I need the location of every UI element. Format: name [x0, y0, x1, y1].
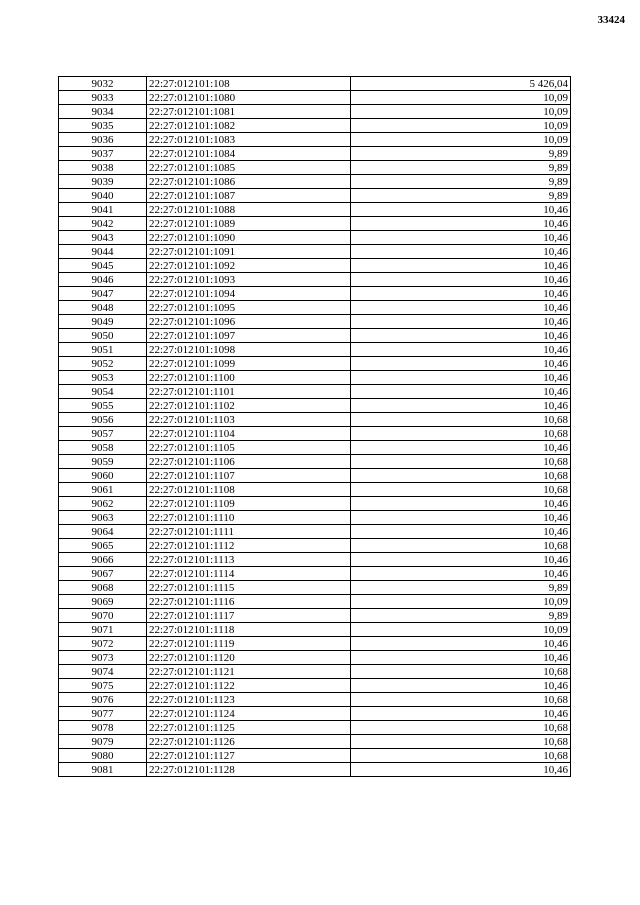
value-cell: 9,89: [351, 175, 571, 189]
table-row: [59, 301, 571, 315]
value-cell: 10,46: [351, 231, 571, 245]
value-cell: 10,46: [351, 651, 571, 665]
value-cell: 10,46: [351, 329, 571, 343]
table-row: [59, 497, 571, 511]
row-number-cell: 9037: [59, 147, 147, 161]
cadastral-number-cell: 22:27:012101:1120: [147, 651, 351, 665]
row-number-cell: 9067: [59, 567, 147, 581]
row-number-cell: 9072: [59, 637, 147, 651]
value-cell: 10,68: [351, 483, 571, 497]
table-row: [59, 203, 571, 217]
table-row: [59, 273, 571, 287]
cadastral-number-cell: 22:27:012101:108: [147, 77, 351, 91]
row-number-cell: 9033: [59, 91, 147, 105]
table-row: [59, 525, 571, 539]
value-cell: 9,89: [351, 189, 571, 203]
row-number-cell: 9054: [59, 385, 147, 399]
table-row: [59, 539, 571, 553]
row-number-cell: 9038: [59, 161, 147, 175]
row-number-cell: 9040: [59, 189, 147, 203]
value-cell: 10,09: [351, 595, 571, 609]
value-cell: 10,46: [351, 441, 571, 455]
value-cell: 10,46: [351, 525, 571, 539]
cadastral-number-cell: 22:27:012101:1084: [147, 147, 351, 161]
cadastral-number-cell: 22:27:012101:1106: [147, 455, 351, 469]
value-cell: 10,46: [351, 497, 571, 511]
cadastral-number-cell: 22:27:012101:1105: [147, 441, 351, 455]
value-cell: 10,68: [351, 427, 571, 441]
cadastral-number-cell: 22:27:012101:1108: [147, 483, 351, 497]
value-cell: 5 426,04: [351, 77, 571, 91]
value-cell: 10,46: [351, 707, 571, 721]
row-number-cell: 9057: [59, 427, 147, 441]
table-row: [59, 329, 571, 343]
cadastral-number-cell: 22:27:012101:1126: [147, 735, 351, 749]
value-cell: 9,89: [351, 609, 571, 623]
row-number-cell: 9042: [59, 217, 147, 231]
table-row: [59, 217, 571, 231]
cadastral-number-cell: 22:27:012101:1086: [147, 175, 351, 189]
table-row: [59, 441, 571, 455]
value-cell: 10,46: [351, 385, 571, 399]
value-cell: 10,09: [351, 91, 571, 105]
value-cell: 10,46: [351, 567, 571, 581]
table-row: [59, 245, 571, 259]
value-cell: 10,46: [351, 315, 571, 329]
row-number-cell: 9061: [59, 483, 147, 497]
table-row: [59, 553, 571, 567]
cadastral-number-cell: 22:27:012101:1087: [147, 189, 351, 203]
cadastral-number-cell: 22:27:012101:1122: [147, 679, 351, 693]
value-cell: 10,68: [351, 469, 571, 483]
cadastral-number-cell: 22:27:012101:1095: [147, 301, 351, 315]
row-number-cell: 9075: [59, 679, 147, 693]
table-row: [59, 413, 571, 427]
table-row: [59, 343, 571, 357]
row-number-cell: 9069: [59, 595, 147, 609]
row-number-cell: 9032: [59, 77, 147, 91]
row-number-cell: 9035: [59, 119, 147, 133]
table-row: [59, 735, 571, 749]
value-cell: 10,46: [351, 399, 571, 413]
value-cell: 10,09: [351, 119, 571, 133]
row-number-cell: 9051: [59, 343, 147, 357]
table-row: [59, 385, 571, 399]
row-number-cell: 9066: [59, 553, 147, 567]
cadastral-number-cell: 22:27:012101:1081: [147, 105, 351, 119]
row-number-cell: 9079: [59, 735, 147, 749]
table-row: [59, 287, 571, 301]
cadastral-number-cell: 22:27:012101:1125: [147, 721, 351, 735]
value-cell: 10,68: [351, 665, 571, 679]
row-number-cell: 9063: [59, 511, 147, 525]
cadastral-number-cell: 22:27:012101:1100: [147, 371, 351, 385]
value-cell: 10,46: [351, 259, 571, 273]
cadastral-number-cell: 22:27:012101:1123: [147, 693, 351, 707]
table-row: [59, 371, 571, 385]
cadastral-number-cell: 22:27:012101:1113: [147, 553, 351, 567]
table-row: [59, 763, 571, 777]
value-cell: 10,68: [351, 539, 571, 553]
value-cell: 10,68: [351, 735, 571, 749]
cadastral-number-cell: 22:27:012101:1099: [147, 357, 351, 371]
table-row: [59, 147, 571, 161]
value-cell: 10,46: [351, 553, 571, 567]
page-number: 33424: [597, 14, 625, 26]
value-cell: 10,46: [351, 637, 571, 651]
table-row: [59, 315, 571, 329]
row-number-cell: 9045: [59, 259, 147, 273]
value-cell: 10,46: [351, 763, 571, 777]
row-number-cell: 9060: [59, 469, 147, 483]
row-number-cell: 9064: [59, 525, 147, 539]
value-cell: 10,46: [351, 245, 571, 259]
row-number-cell: 9059: [59, 455, 147, 469]
row-number-cell: 9073: [59, 651, 147, 665]
value-cell: 10,68: [351, 693, 571, 707]
value-cell: 10,46: [351, 273, 571, 287]
cadastral-number-cell: 22:27:012101:1118: [147, 623, 351, 637]
cadastral-number-cell: 22:27:012101:1094: [147, 287, 351, 301]
cadastral-number-cell: 22:27:012101:1091: [147, 245, 351, 259]
value-cell: 10,46: [351, 217, 571, 231]
cadastral-number-cell: 22:27:012101:1111: [147, 525, 351, 539]
row-number-cell: 9077: [59, 707, 147, 721]
row-number-cell: 9076: [59, 693, 147, 707]
table-row: [59, 231, 571, 245]
value-cell: 10,46: [351, 371, 571, 385]
table-row: [59, 119, 571, 133]
cadastral-number-cell: 22:27:012101:1128: [147, 763, 351, 777]
table-row: [59, 259, 571, 273]
table-row: [59, 609, 571, 623]
value-cell: 10,68: [351, 721, 571, 735]
row-number-cell: 9056: [59, 413, 147, 427]
table-row: [59, 133, 571, 147]
value-cell: 10,46: [351, 511, 571, 525]
table-row: [59, 427, 571, 441]
row-number-cell: 9047: [59, 287, 147, 301]
cadastral-number-cell: 22:27:012101:1115: [147, 581, 351, 595]
table-row: [59, 483, 571, 497]
cadastral-number-cell: 22:27:012101:1110: [147, 511, 351, 525]
cadastral-number-cell: 22:27:012101:1121: [147, 665, 351, 679]
row-number-cell: 9046: [59, 273, 147, 287]
cadastral-number-cell: 22:27:012101:1102: [147, 399, 351, 413]
row-number-cell: 9078: [59, 721, 147, 735]
table-row: [59, 91, 571, 105]
row-number-cell: 9055: [59, 399, 147, 413]
row-number-cell: 9041: [59, 203, 147, 217]
table-row: [59, 567, 571, 581]
cadastral-number-cell: 22:27:012101:1109: [147, 497, 351, 511]
row-number-cell: 9034: [59, 105, 147, 119]
row-number-cell: 9065: [59, 539, 147, 553]
table-row: [59, 77, 571, 91]
value-cell: 10,46: [351, 343, 571, 357]
cadastral-number-cell: 22:27:012101:1092: [147, 259, 351, 273]
row-number-cell: 9043: [59, 231, 147, 245]
value-cell: 10,46: [351, 357, 571, 371]
cadastral-number-cell: 22:27:012101:1112: [147, 539, 351, 553]
table-row: [59, 511, 571, 525]
row-number-cell: 9052: [59, 357, 147, 371]
row-number-cell: 9062: [59, 497, 147, 511]
cadastral-number-cell: 22:27:012101:1096: [147, 315, 351, 329]
table-row: [59, 679, 571, 693]
table-row: [59, 623, 571, 637]
value-cell: 10,46: [351, 287, 571, 301]
cadastral-number-cell: 22:27:012101:1088: [147, 203, 351, 217]
table-row: [59, 175, 571, 189]
row-number-cell: 9050: [59, 329, 147, 343]
table-row: [59, 707, 571, 721]
value-cell: 10,68: [351, 749, 571, 763]
cadastral-number-cell: 22:27:012101:1082: [147, 119, 351, 133]
value-cell: 10,46: [351, 301, 571, 315]
cadastral-number-cell: 22:27:012101:1101: [147, 385, 351, 399]
cadastral-number-cell: 22:27:012101:1089: [147, 217, 351, 231]
table-row: [59, 637, 571, 651]
cadastral-number-cell: 22:27:012101:1117: [147, 609, 351, 623]
row-number-cell: 9053: [59, 371, 147, 385]
table-row: [59, 693, 571, 707]
row-number-cell: 9081: [59, 763, 147, 777]
table-row: [59, 651, 571, 665]
table-row: [59, 721, 571, 735]
row-number-cell: 9049: [59, 315, 147, 329]
cadastral-number-cell: 22:27:012101:1097: [147, 329, 351, 343]
table-row: [59, 161, 571, 175]
row-number-cell: 9068: [59, 581, 147, 595]
cadastral-number-cell: 22:27:012101:1124: [147, 707, 351, 721]
cadastral-number-cell: 22:27:012101:1104: [147, 427, 351, 441]
table-row: [59, 581, 571, 595]
cadastral-number-cell: 22:27:012101:1085: [147, 161, 351, 175]
data-table: [58, 76, 571, 777]
cadastral-number-cell: 22:27:012101:1080: [147, 91, 351, 105]
cadastral-number-cell: 22:27:012101:1114: [147, 567, 351, 581]
table-row: [59, 665, 571, 679]
row-number-cell: 9071: [59, 623, 147, 637]
value-cell: 10,68: [351, 455, 571, 469]
table-row: [59, 399, 571, 413]
row-number-cell: 9070: [59, 609, 147, 623]
value-cell: 10,46: [351, 679, 571, 693]
cadastral-number-cell: 22:27:012101:1116: [147, 595, 351, 609]
cadastral-number-cell: 22:27:012101:1107: [147, 469, 351, 483]
table-row: [59, 189, 571, 203]
cadastral-number-cell: 22:27:012101:1119: [147, 637, 351, 651]
value-cell: 9,89: [351, 581, 571, 595]
cadastral-number-cell: 22:27:012101:1093: [147, 273, 351, 287]
row-number-cell: 9044: [59, 245, 147, 259]
row-number-cell: 9080: [59, 749, 147, 763]
cadastral-number-cell: 22:27:012101:1083: [147, 133, 351, 147]
value-cell: 9,89: [351, 147, 571, 161]
value-cell: 10,68: [351, 413, 571, 427]
row-number-cell: 9036: [59, 133, 147, 147]
value-cell: 10,09: [351, 623, 571, 637]
cadastral-number-cell: 22:27:012101:1127: [147, 749, 351, 763]
value-cell: 10,09: [351, 133, 571, 147]
value-cell: 9,89: [351, 161, 571, 175]
row-number-cell: 9058: [59, 441, 147, 455]
table-row: [59, 455, 571, 469]
cadastral-number-cell: 22:27:012101:1098: [147, 343, 351, 357]
value-cell: 10,09: [351, 105, 571, 119]
row-number-cell: 9039: [59, 175, 147, 189]
table-body: [59, 77, 571, 777]
table-row: [59, 357, 571, 371]
row-number-cell: 9074: [59, 665, 147, 679]
cadastral-number-cell: 22:27:012101:1090: [147, 231, 351, 245]
table-row: [59, 595, 571, 609]
cadastral-number-cell: 22:27:012101:1103: [147, 413, 351, 427]
value-cell: 10,46: [351, 203, 571, 217]
row-number-cell: 9048: [59, 301, 147, 315]
table-row: [59, 749, 571, 763]
table-row: [59, 105, 571, 119]
table-row: [59, 469, 571, 483]
